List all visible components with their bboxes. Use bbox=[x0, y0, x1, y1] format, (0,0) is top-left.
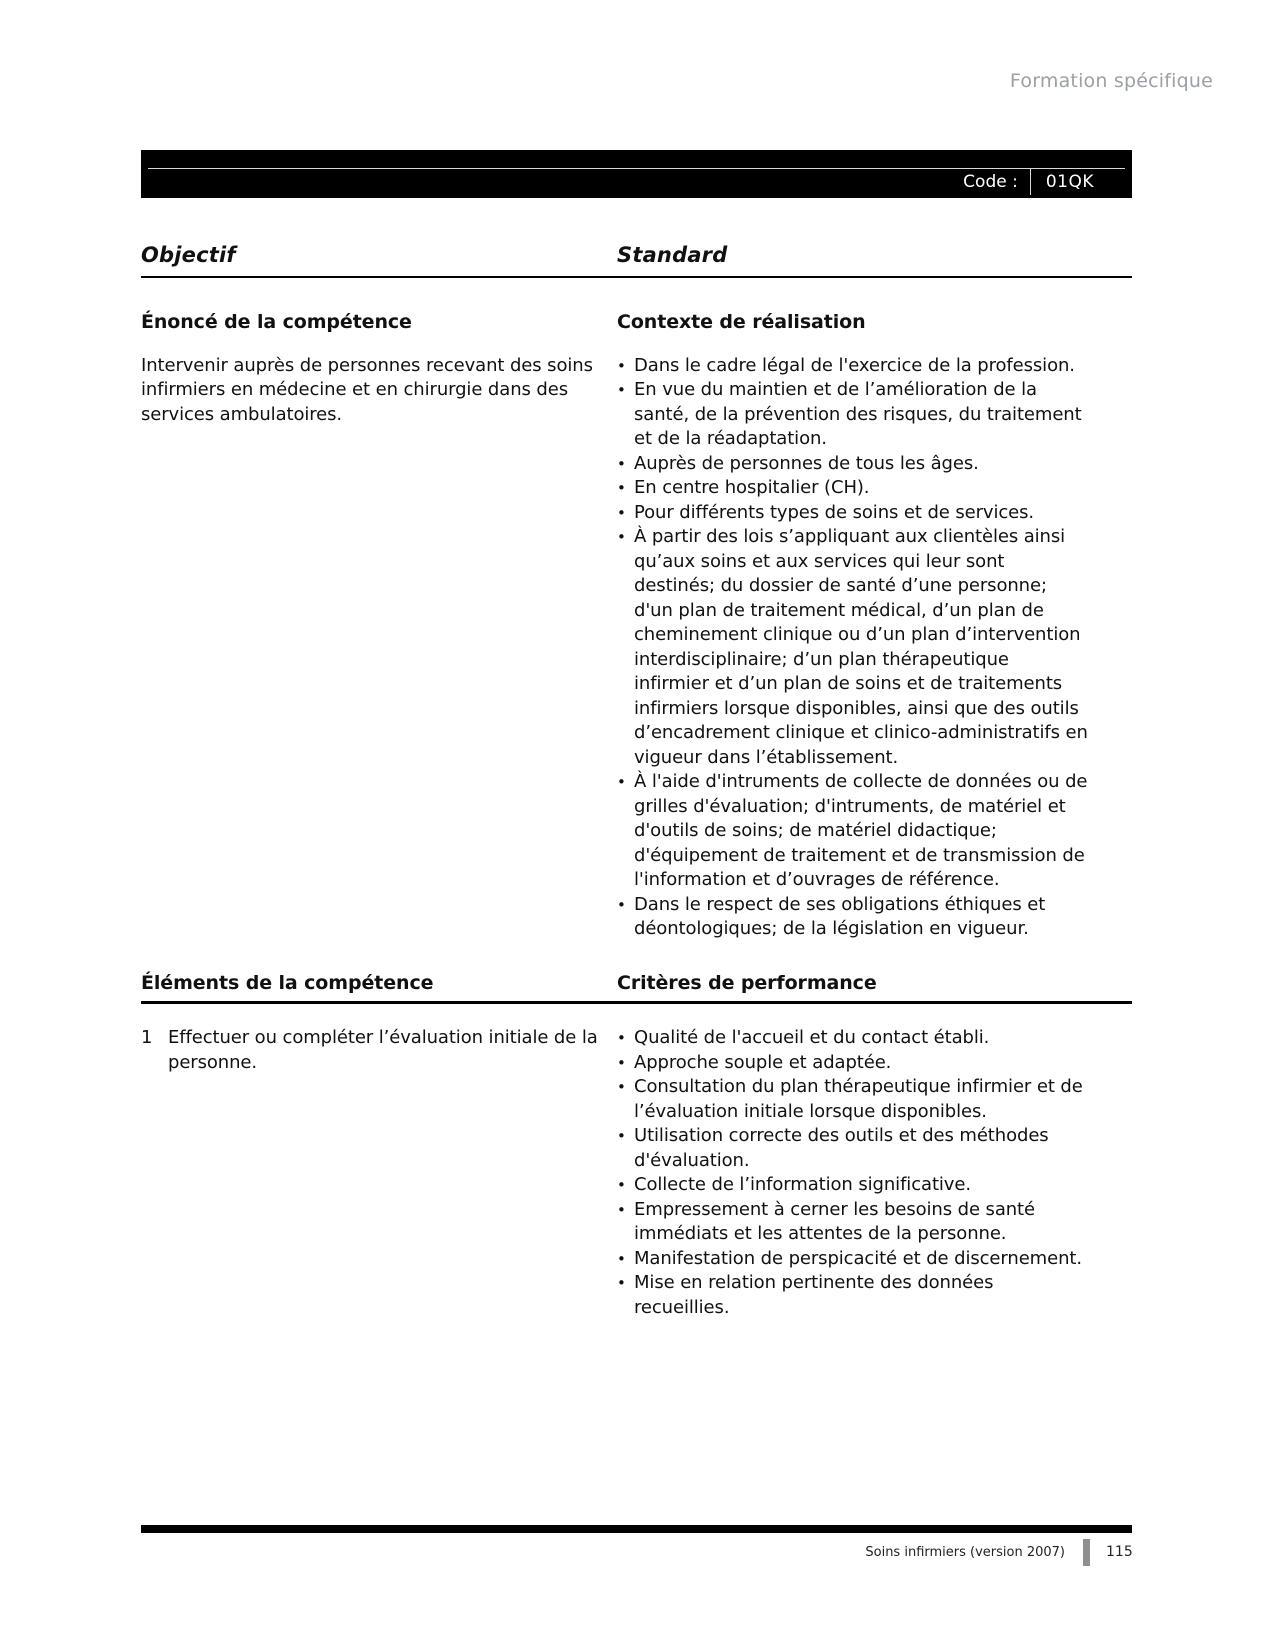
bullet-icon: • bbox=[617, 1053, 626, 1072]
bullet-text: Mise en relation pertinente des données recueillies. bbox=[634, 1272, 994, 1318]
section-enonce-contexte bbox=[141, 310, 1132, 942]
bullet-text: En centre hospitalier (CH). bbox=[634, 477, 870, 498]
bullet-item bbox=[617, 354, 1089, 379]
bullet-text: En vue du maintien et de l’amélioration de la santé, de la prévention des risques, du traitement et de la réadaptation. bbox=[634, 379, 1082, 449]
bullet-text: Utilisation correcte des outils et des méthodes d'évaluation. bbox=[634, 1125, 1049, 1171]
bullet-icon: • bbox=[617, 454, 626, 473]
column-titles-row bbox=[141, 243, 1132, 278]
contexte-heading: Contexte de réalisation bbox=[617, 311, 866, 333]
page-footer bbox=[141, 1538, 1132, 1566]
code-label: Code : bbox=[963, 172, 1018, 192]
bullet-icon: • bbox=[617, 1127, 626, 1145]
bullet-text: Empressement à cerner les besoins de santé immédiats et les attentes de la personne. bbox=[634, 1198, 1035, 1244]
code-banner bbox=[141, 150, 1132, 198]
code-value: 01QK bbox=[1045, 172, 1094, 192]
element-item-list bbox=[141, 1026, 598, 1075]
bullet-item bbox=[617, 1075, 1089, 1124]
bullet-icon: • bbox=[617, 1078, 626, 1096]
bullet-item bbox=[617, 770, 1089, 893]
element-number: 1 bbox=[141, 1027, 153, 1048]
objectif-title: Objectif bbox=[141, 243, 236, 267]
bullet-text: Auprès de personnes de tous les âges. bbox=[634, 452, 979, 474]
bullet-text: Qualité de l'accueil et du contact établi. bbox=[634, 1027, 990, 1048]
bullet-icon: • bbox=[617, 503, 626, 522]
bullet-text: Consultation du plan thérapeutique infirmier et de l’évaluation initiale lorsque disponibles. bbox=[634, 1076, 1083, 1122]
bullet-item bbox=[617, 1124, 1089, 1173]
bullet-icon: • bbox=[617, 1249, 626, 1268]
criteres-heading: Critères de performance bbox=[617, 972, 877, 994]
bullet-icon: • bbox=[617, 895, 626, 914]
bullet-text: Approche souple et adaptée. bbox=[634, 1051, 892, 1073]
bullet-item bbox=[617, 893, 1089, 942]
element-item bbox=[141, 1026, 598, 1075]
footer-doc-label: Soins infirmiers (version 2007) bbox=[865, 1544, 1065, 1560]
bullet-text: Dans le cadre légal de l'exercice de la profession. bbox=[634, 354, 1075, 376]
bullet-item bbox=[617, 1026, 1089, 1051]
bullet-icon: • bbox=[617, 1200, 626, 1219]
bullet-text: À l'aide d'intruments de collecte de données ou de grilles d'évaluation; d'intruments, de matériel et d'outils de soins; de matériel didactique; d'équipement de traitement et de transmission de l'information et d’ouvrages de référence. bbox=[634, 771, 1088, 890]
bullet-item bbox=[617, 1173, 1089, 1198]
page-number: 115 bbox=[1106, 1544, 1133, 1560]
criteres-column bbox=[617, 1026, 1132, 1320]
element-text: Effectuer ou compléter l’évaluation initiale de la personne. bbox=[168, 1027, 598, 1073]
enonce-column bbox=[141, 310, 593, 942]
bullet-item bbox=[617, 525, 1089, 770]
bullet-item bbox=[617, 501, 1089, 526]
bullet-text: Dans le respect de ses obligations éthiques et déontologiques; de la législation en vigueur. bbox=[634, 893, 1046, 939]
enonce-heading: Énoncé de la compétence bbox=[141, 311, 412, 333]
footer-divider bbox=[1083, 1539, 1090, 1566]
standard-title: Standard bbox=[617, 243, 728, 267]
bullet-icon: • bbox=[617, 381, 626, 399]
bullet-text: Manifestation de perspicacité et de discernement. bbox=[634, 1247, 1082, 1269]
bullet-icon: • bbox=[617, 528, 626, 546]
criteres-bullet-list bbox=[617, 1026, 1089, 1320]
footer-rule bbox=[141, 1525, 1132, 1533]
contexte-bullet-list bbox=[617, 354, 1089, 942]
elements-column bbox=[141, 1026, 598, 1320]
bullet-icon: • bbox=[617, 773, 626, 791]
bullet-icon: • bbox=[617, 1029, 626, 1047]
elements-heading: Éléments de la compétence bbox=[141, 972, 434, 994]
bullet-item bbox=[617, 476, 1089, 501]
bullet-item bbox=[617, 1051, 1089, 1076]
bullet-icon: • bbox=[617, 479, 626, 497]
bullet-item bbox=[617, 1271, 1089, 1320]
bullet-text: Pour différents types de soins et de services. bbox=[634, 501, 1035, 523]
bullet-item bbox=[617, 1198, 1089, 1247]
bullet-item bbox=[617, 1247, 1089, 1272]
bullet-icon: • bbox=[617, 356, 626, 375]
section-elements-criteres bbox=[141, 1026, 1132, 1320]
bullet-item bbox=[617, 378, 1089, 452]
competence-statement: Intervenir auprès de personnes recevant des soins infirmiers en médecine et en chirurgie dans des services ambulatoires. bbox=[141, 354, 593, 425]
page-header-label: Formation spécifique bbox=[1009, 70, 1213, 92]
bullet-text: Collecte de l’information significative. bbox=[634, 1174, 971, 1195]
bullet-item bbox=[617, 452, 1089, 477]
code-row bbox=[963, 168, 1132, 196]
bullet-text: À partir des lois s’appliquant aux clientèles ainsi qu’aux soins et aux services qui leur sont destinés; du dossier de santé d’une personne; d'un plan de traitement médical, d’un plan de cheminement clinique ou d’un plan d’intervention interdisciplinaire; d’un plan thérapeutique infirmier et d’un plan de soins et de traitements infirmiers lorsque disponibles, ainsi que des outils d’encadrement clinique et clinico-administratifs en vigueur dans l’établissement. bbox=[634, 526, 1088, 768]
section2-headers-row bbox=[141, 972, 1132, 1004]
bullet-icon: • bbox=[617, 1274, 626, 1292]
bullet-icon: • bbox=[617, 1176, 626, 1194]
contexte-column bbox=[617, 310, 1132, 942]
